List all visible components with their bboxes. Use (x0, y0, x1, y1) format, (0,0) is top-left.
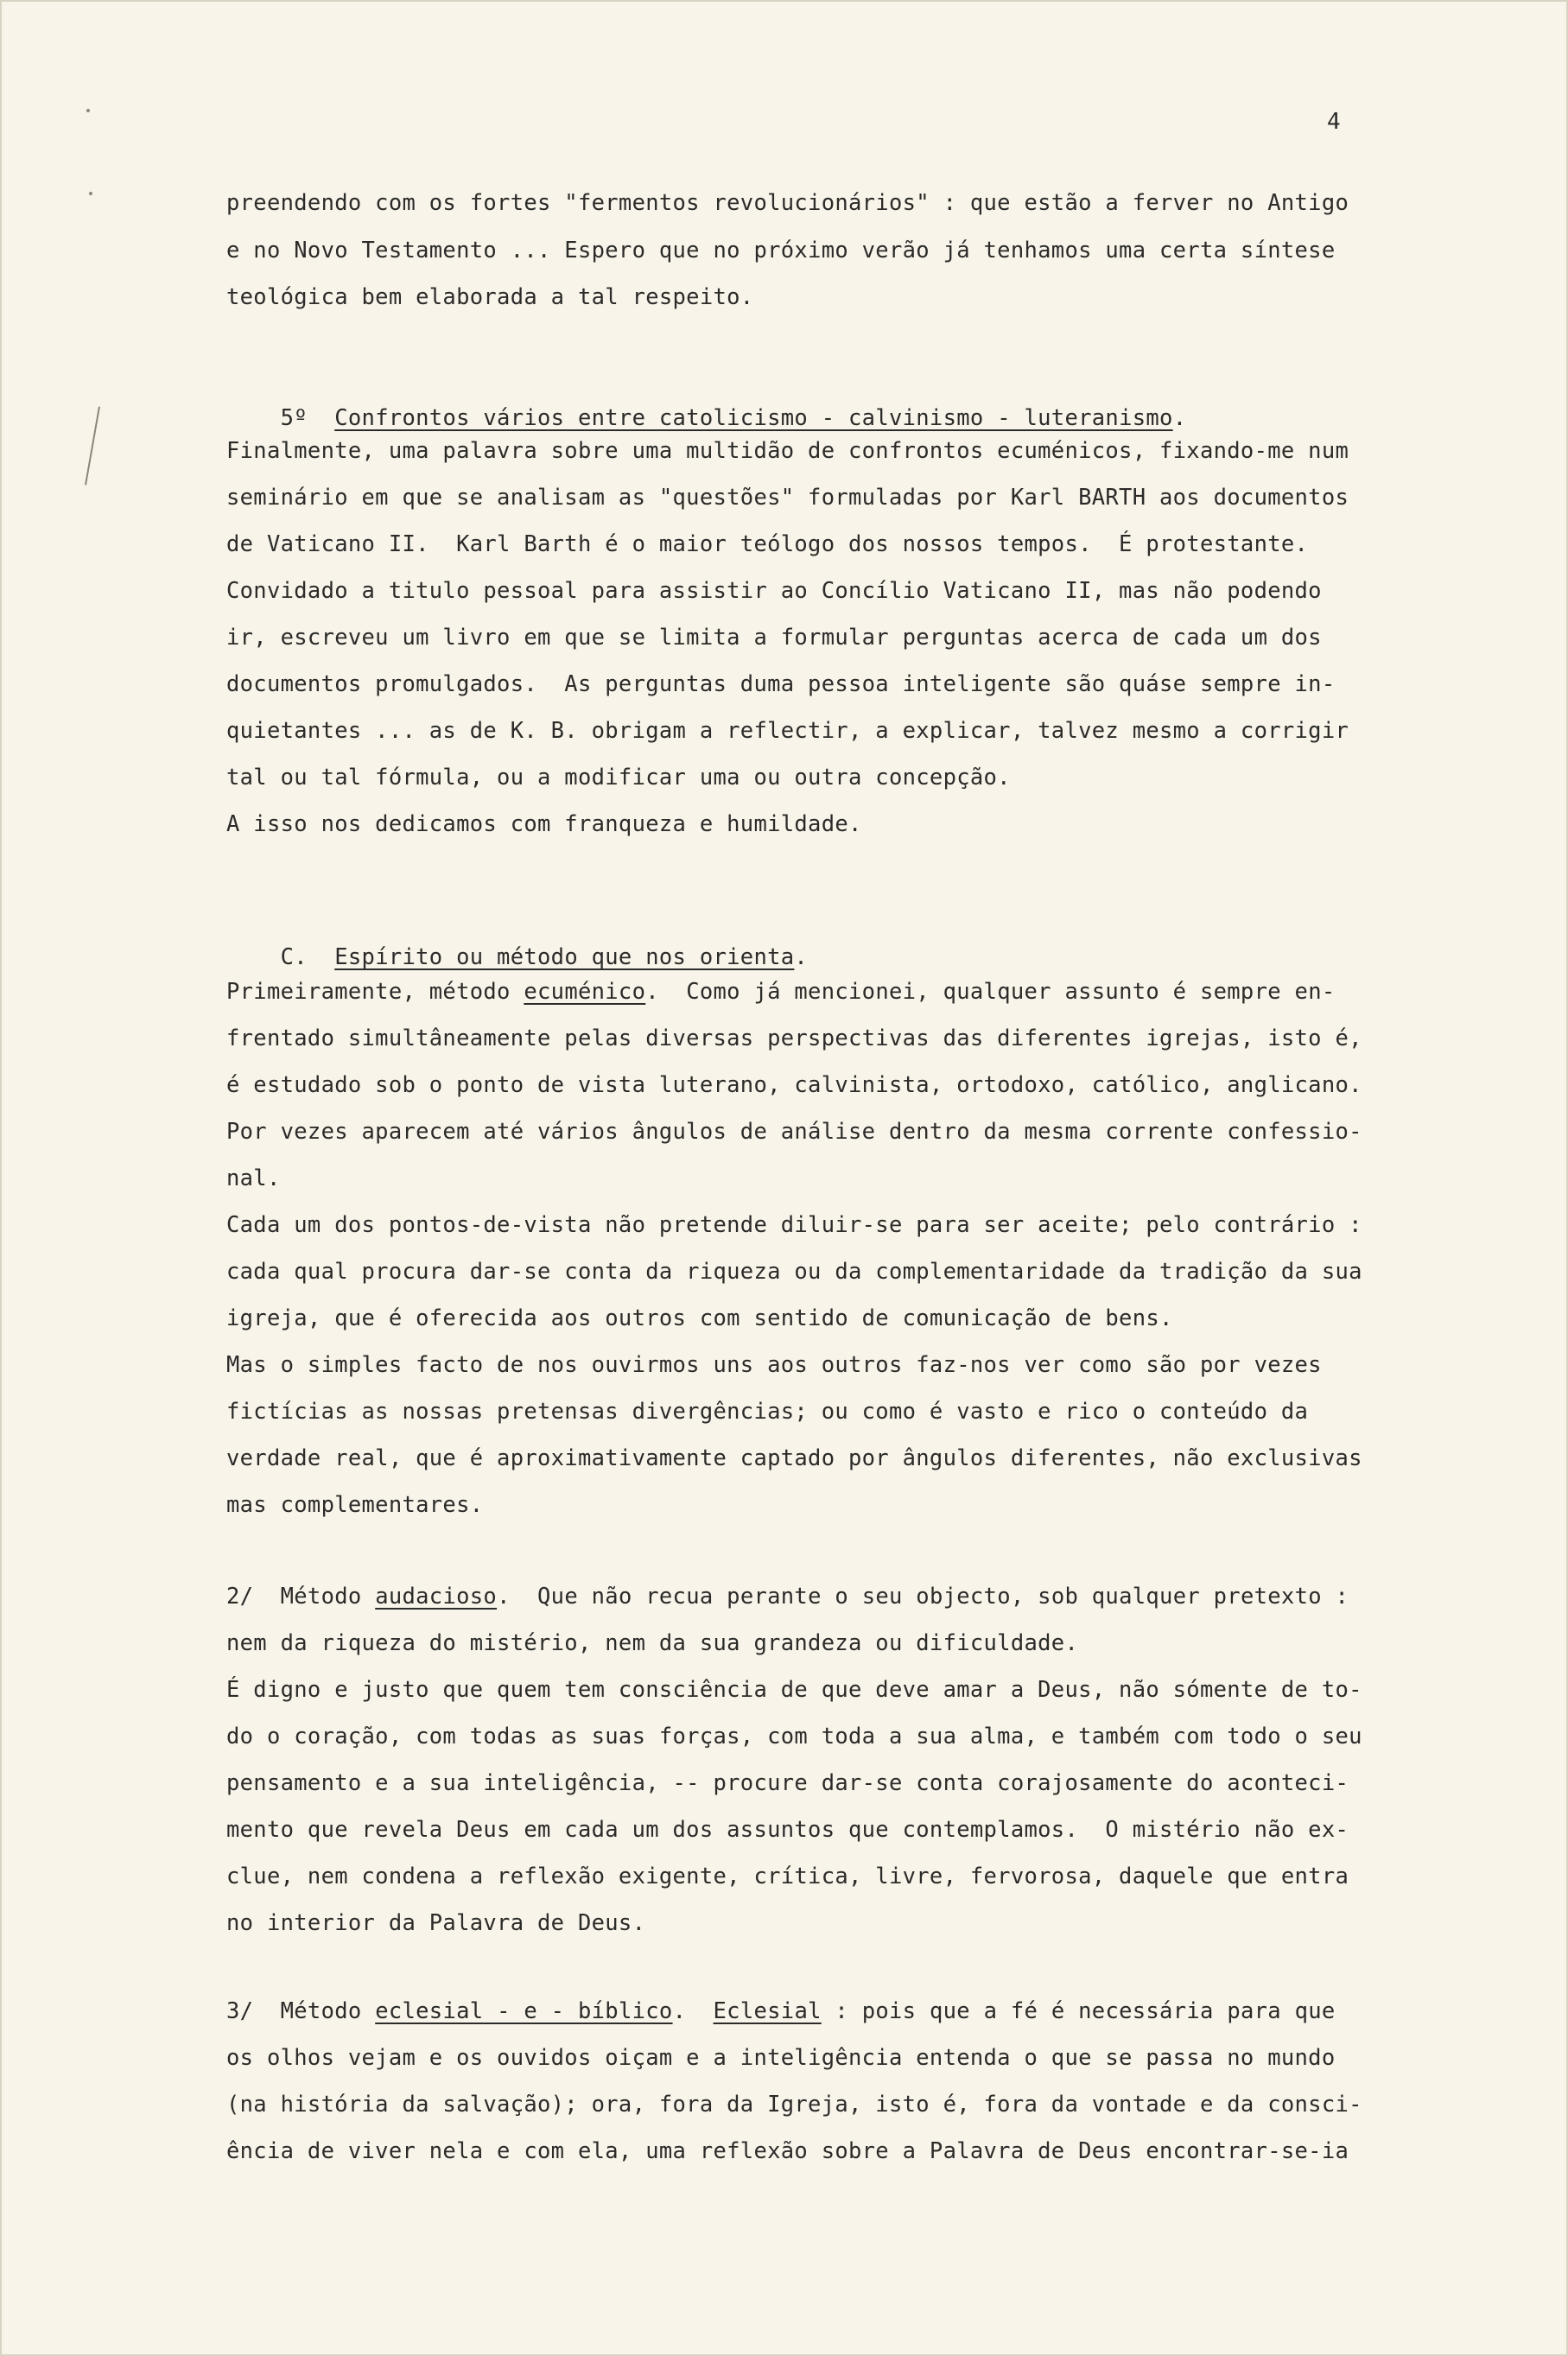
text-line: quietantes ... as de K. B. obrigam a reflectir, a explicar, talvez mesmo a corrigir (226, 718, 1349, 744)
text-line: preendendo com os fortes "fermentos revolucionários" : que estão a ferver no Antigo (226, 190, 1349, 216)
text-line (226, 1997, 1384, 2025)
text-span: : pois que a fé é necessária para que (821, 1998, 1336, 2024)
text-span: Primeiramente, método (226, 979, 524, 1005)
margin-mark (85, 407, 100, 486)
text-line: É digno e justo que quem tem consciência de que deve amar a Deus, não sómente de to- (226, 1677, 1362, 1703)
text-line: os olhos vejam e os ouvidos oiçam e a inteligência entenda o que se passa no mundo (226, 2045, 1336, 2071)
text-span: . Que não recua perante o seu objecto, sob qualquer pretexto : (497, 1584, 1349, 1610)
text-line: mento que revela Deus em cada um dos assuntos que contemplamos. O mistério não ex- (226, 1817, 1349, 1843)
underlined-term: eclesial - e - bíblico (375, 1998, 673, 2024)
section-number: 3/ (226, 1998, 254, 2024)
heading-end: . (1172, 405, 1187, 431)
text-line: Finalmente, uma palavra sobre uma multidão de confrontos ecuménicos, fixando-me num (226, 438, 1349, 464)
text-line: Mas o simples facto de nos ouvirmos uns aos outros faz-nos ver como são por vezes (226, 1352, 1322, 1378)
text-line: e no Novo Testamento ... Espero que no próximo verão já tenhamos uma certa síntese (226, 238, 1336, 264)
text-line: igreja, que é oferecida aos outros com sentido de comunicação de bens. (226, 1305, 1173, 1331)
text-line: mas complementares. (226, 1492, 484, 1518)
section-title: Espírito ou método que nos orienta (334, 944, 795, 970)
text-line: teológica bem elaborada a tal respeito. (226, 284, 754, 310)
text-line: Cada um dos pontos-de-vista não pretende diluir-se para ser aceite; pelo contrário : (226, 1212, 1362, 1238)
text-line: nem da riqueza do mistério, nem da sua grandeza ou dificuldade. (226, 1630, 1079, 1656)
text-line: ir, escreveu um livro em que se limita a formular perguntas acerca de cada um dos (226, 625, 1322, 651)
text-line: Convidado a titulo pessoal para assistir ao Concílio Vaticano II, mas não podendo (226, 578, 1322, 604)
text-line: no interior da Palavra de Deus. (226, 1910, 646, 1936)
page-number: 4 (1327, 109, 1341, 135)
text-line: (na história da salvação); ora, fora da Igreja, isto é, fora da vontade e da consci- (226, 2092, 1362, 2118)
heading-end: . (794, 944, 809, 970)
margin-dot (89, 192, 92, 195)
margin-dot (86, 109, 90, 112)
text-line: documentos promulgados. As perguntas duma pessoa inteligente são quáse sempre in- (226, 671, 1336, 697)
text-line: seminário em que se analisam as "questões" formuladas por Karl BARTH aos documentos (226, 485, 1349, 511)
text-line: ência de viver nela e com ela, uma reflexão sobre a Palavra de Deus encontrar-se-ia (226, 2138, 1349, 2164)
text-line: de Vaticano II. Karl Barth é o maior teólogo dos nossos tempos. É protestante. (226, 531, 1309, 557)
text-line: do o coração, com todas as suas forças, com toda a sua alma, e também com todo o seu (226, 1724, 1362, 1750)
text-line: Por vezes aparecem até vários ângulos de análise dentro da mesma corrente confessio- (226, 1119, 1362, 1145)
text-line (226, 978, 1384, 1006)
text-line: tal ou tal fórmula, ou a modificar uma ou outra concepção. (226, 765, 1011, 791)
underlined-term: Eclesial (713, 1998, 822, 2024)
text-line: A isso nos dedicamos com franqueza e humildade. (226, 811, 862, 837)
text-line: clue, nem condena a reflexão exigente, crítica, livre, fervorosa, daquele que entra (226, 1864, 1349, 1889)
text-line: frentado simultâneamente pelas diversas perspectivas das diferentes igrejas, isto é, (226, 1026, 1362, 1051)
text-line: verdade real, que é aproximativamente captado por ângulos diferentes, não exclusivas (226, 1445, 1362, 1471)
underlined-term: audacioso (375, 1584, 498, 1610)
text-span: . Como já mencionei, qualquer assunto é sempre en- (645, 979, 1336, 1005)
text-line: pensamento e a sua inteligência, -- procure dar-se conta corajosamente do aconteci- (226, 1770, 1349, 1796)
section-title: Confrontos vários entre catolicismo - calvinismo - luteranismo (334, 405, 1173, 431)
text-line: nal. (226, 1165, 281, 1191)
text-span: . (672, 1998, 714, 2024)
section-number: C. (280, 944, 308, 970)
text-span: Método (280, 1584, 376, 1610)
text-line: cada qual procura dar-se conta da riqueza ou da complementaridade da tradição da sua (226, 1259, 1362, 1285)
text-span: Método (280, 1998, 376, 2024)
underlined-term: ecuménico (524, 979, 646, 1005)
text-line: fictícias as nossas pretensas divergências; ou como é vasto e rico o conteúdo da (226, 1399, 1309, 1425)
text-line (226, 1583, 1384, 1610)
section-number: 2/ (226, 1584, 254, 1610)
section-number: 5º (280, 405, 308, 431)
text-line: é estudado sob o ponto de vista luterano, calvinista, ortodoxo, católico, anglicano. (226, 1072, 1362, 1098)
